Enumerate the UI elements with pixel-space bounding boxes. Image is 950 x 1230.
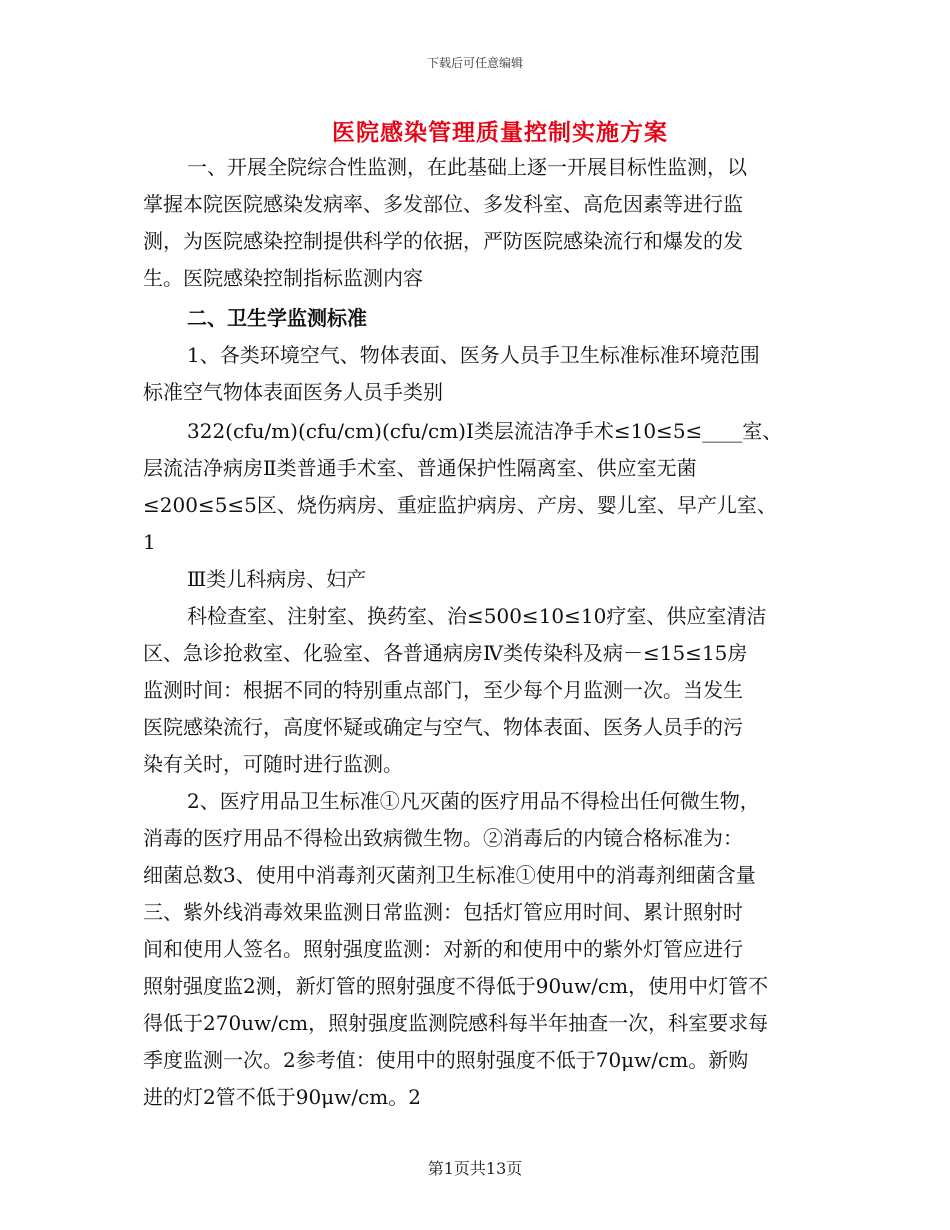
body-line: 染有关时，可随时进行监测。 — [143, 752, 403, 776]
body-line: Ⅲ类儿科病房、妇产 — [187, 567, 367, 591]
body-line: 细菌总数3、使用中消毒剂灭菌剂卫生标准①使用中的消毒剂细菌含量 — [143, 863, 756, 887]
section-heading: 二、卫生学监测标准 — [187, 306, 367, 330]
body-line: 1 — [143, 530, 156, 554]
body-line: 区、急诊抢救室、化验室、各普通病房Ⅳ类传染科及病－≤15≤15房 — [143, 641, 748, 665]
body-line: 科检查室、注射室、换药室、治≤500≤10≤10疗室、供应室清洁 — [187, 604, 767, 628]
body-line: 层流洁净病房Ⅱ类普通手术室、普通保护性隔离室、供应室无菌 — [143, 456, 697, 480]
body-line: 得低于270uw/cm，照射强度监测院感科每半年抽查一次，科室要求每 — [143, 1011, 769, 1035]
body-line: 测，为医院感染控制提供科学的依据，严防医院感染流行和爆发的发 — [143, 229, 743, 253]
body-line: 1、各类环境空气、物体表面、医务人员手卫生标准标准环境范围 — [187, 343, 760, 367]
body-line: 标准空气物体表面医务人员手类别 — [143, 380, 443, 404]
body-line: 间和使用人签名。照射强度监测：对新的和使用中的紫外灯管应进行 — [143, 937, 743, 961]
body-line: 消毒的医疗用品不得检出致病微生物。②消毒后的内镜合格标准为： — [143, 826, 743, 850]
body-line: 监测时间：根据不同的特别重点部门，至少每个月监测一次。当发生 — [143, 678, 743, 702]
body-line: 一、开展全院综合性监测，在此基础上逐一开展目标性监测，以 — [187, 155, 747, 179]
body-line: 季度监测一次。2参考值：使用中的照射强度不低于70μw/cm。新购 — [143, 1048, 749, 1072]
page-number: 第1页共13页 — [427, 1159, 523, 1178]
body-line: 掌握本院医院感染发病率、多发部位、多发科室、高危因素等进行监 — [143, 192, 743, 216]
body-line: 三、紫外线消毒效果监测日常监测：包括灯管应用时间、累计照射时 — [143, 900, 743, 924]
body-line: 医院感染流行，高度怀疑或确定与空气、物体表面、医务人员手的污 — [143, 715, 743, 739]
body-line: 322(cfu/m)(cfu/cm)(cfu/cm)Ⅰ类层流洁净手术≤10≤5≤____室、 — [187, 419, 783, 443]
body-line: 照射强度监2测，新灯管的照射强度不得低于90uw/cm，使用中灯管不 — [143, 974, 769, 998]
body-line: ≤200≤5≤5区、烧伤病房、重症监护病房、产房、婴儿室、早产儿室、 — [143, 493, 777, 517]
body-line: 2、医疗用品卫生标准①凡灭菌的医疗用品不得检出任何微生物， — [187, 789, 760, 813]
body-line: 进的灯2管不低于90μw/cm。2 — [143, 1085, 421, 1109]
document-title: 医院感染管理质量控制实施方案 — [332, 120, 668, 146]
body-line: 生。医院感染控制指标监测内容 — [143, 266, 423, 290]
header-note: 下载后可任意编辑 — [426, 56, 523, 70]
